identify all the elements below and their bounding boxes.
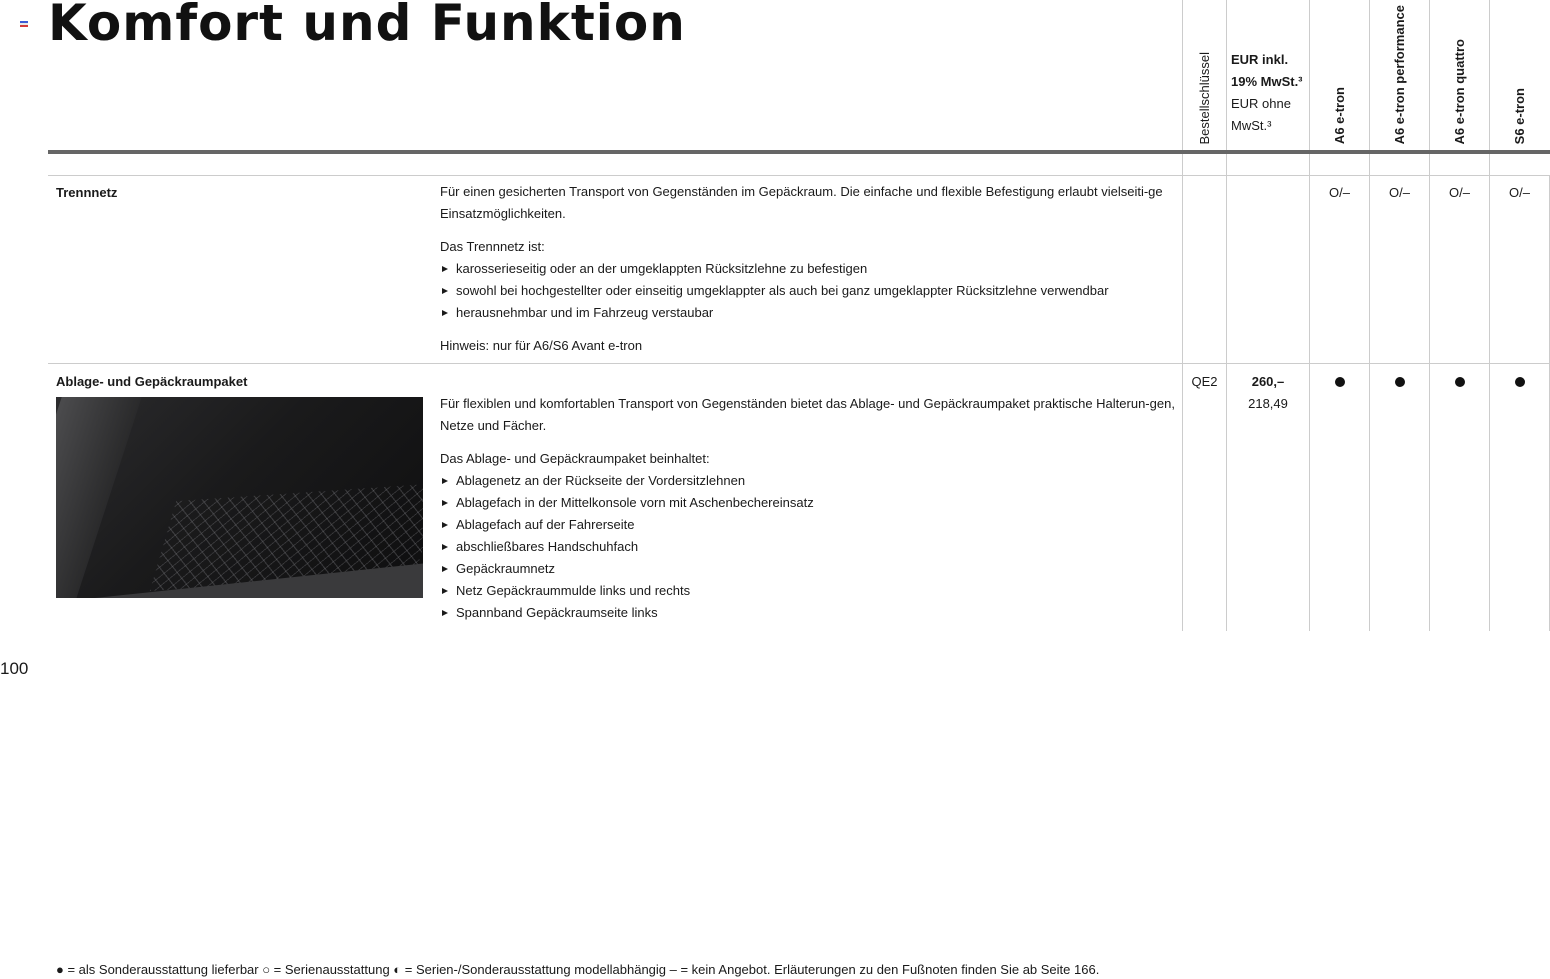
availability-cell: O/– — [1329, 185, 1350, 200]
col-header-price — [1231, 49, 1303, 137]
feature-list — [440, 258, 1175, 324]
order-code: QE2 — [1191, 374, 1218, 389]
feature-list — [440, 470, 1175, 624]
trunk-image — [56, 397, 423, 598]
header-rule — [48, 150, 1550, 154]
grid-line — [1182, 0, 1183, 631]
item-note: Hinweis: nur für A6/S6 Avant e-tron — [440, 338, 643, 353]
grid-line — [1309, 0, 1310, 631]
availability-dot — [1395, 377, 1405, 387]
list-item: abschließbares Handschuhfach — [440, 536, 1175, 558]
list-item: Netz Gepäckraummulde links und rechts — [440, 580, 1175, 602]
list-item: sowohl bei hochgestellter oder einseitig umgeklappter als auch bei ganz umgeklappter Rücksitzlehne verwendbar — [440, 280, 1175, 302]
page-number: 100 — [0, 659, 29, 678]
col-header-model: A6 e-tron — [1332, 86, 1347, 144]
list-item: Ablagenetz an der Rückseite der Vordersitzlehnen — [440, 470, 1175, 492]
list-item: Gepäckraumnetz — [440, 558, 1175, 580]
list-item: Ablagefach auf der Fahrerseite — [440, 514, 1175, 536]
price-incl: 260,– — [1251, 374, 1285, 389]
grid-line — [1429, 0, 1430, 631]
description-text: Für flexiblen und komfortablen Transport von Gegenständen bietet das Ablage- und Gepäckraumpaket praktische Halterun-gen, Netze und Fächer. — [440, 396, 1175, 433]
price-incl-line1: EUR inkl. — [1231, 52, 1289, 67]
item-description — [440, 393, 1175, 635]
grid-line — [1489, 0, 1490, 631]
list-item: herausnehmbar und im Fahrzeug verstaubar — [440, 302, 1175, 324]
price-incl-line2: 19% MwSt.³ — [1231, 74, 1303, 89]
list-item: Ablagefach in der Mittelkonsole vorn mit Aschenbechereinsatz — [440, 492, 1175, 514]
description-intro: Das Ablage- und Gepäckraumpaket beinhaltet: — [440, 451, 710, 466]
availability-cell: O/– — [1509, 185, 1530, 200]
price-excl-line1: EUR ohne — [1231, 96, 1291, 111]
col-header-order-code: Bestellschlüssel — [1197, 51, 1212, 144]
price-excl: 218,49 — [1248, 396, 1288, 411]
item-name: Trennnetz — [56, 185, 118, 200]
description-intro: Das Trennnetz ist: — [440, 239, 545, 254]
availability-dot — [1455, 377, 1465, 387]
legend-footer: ● = als Sonderausstattung lieferbar ○ = Serienausstattung ◐ = Serien-/Sonderausstattung modellabhängig – = kein Angebot. Erläuterungen zu den Fußnoten finden Sie ab Seite 166. — [56, 962, 1100, 977]
flag-icon — [20, 21, 28, 27]
availability-dot — [1515, 377, 1525, 387]
item-description — [440, 181, 1175, 368]
availability-cell: O/– — [1389, 185, 1410, 200]
availability-dot — [1335, 377, 1345, 387]
list-item: karosserieseitig oder an der umgeklappten Rücksitzlehne zu befestigen — [440, 258, 1175, 280]
item-name: Ablage- und Gepäckraumpaket — [56, 374, 248, 389]
col-header-model: A6 e-tron quattro — [1452, 38, 1467, 144]
col-header-model: S6 e-tron — [1512, 87, 1527, 144]
list-item: Spannband Gepäckraumseite links — [440, 602, 1175, 624]
col-header-model: A6 e-tron performance — [1392, 4, 1407, 144]
grid-line — [1369, 0, 1370, 631]
description-text: Für einen gesicherten Transport von Gegenständen im Gepäckraum. Die einfache und flexible Befestigung erlaubt vielseiti-ge Einsatzmöglichkeiten. — [440, 184, 1163, 221]
availability-cell: O/– — [1449, 185, 1470, 200]
row-divider — [48, 175, 1550, 176]
grid-line — [1226, 0, 1227, 631]
page-title: Komfort und Funktion — [48, 0, 686, 52]
price-excl-line2: MwSt.³ — [1231, 118, 1272, 133]
